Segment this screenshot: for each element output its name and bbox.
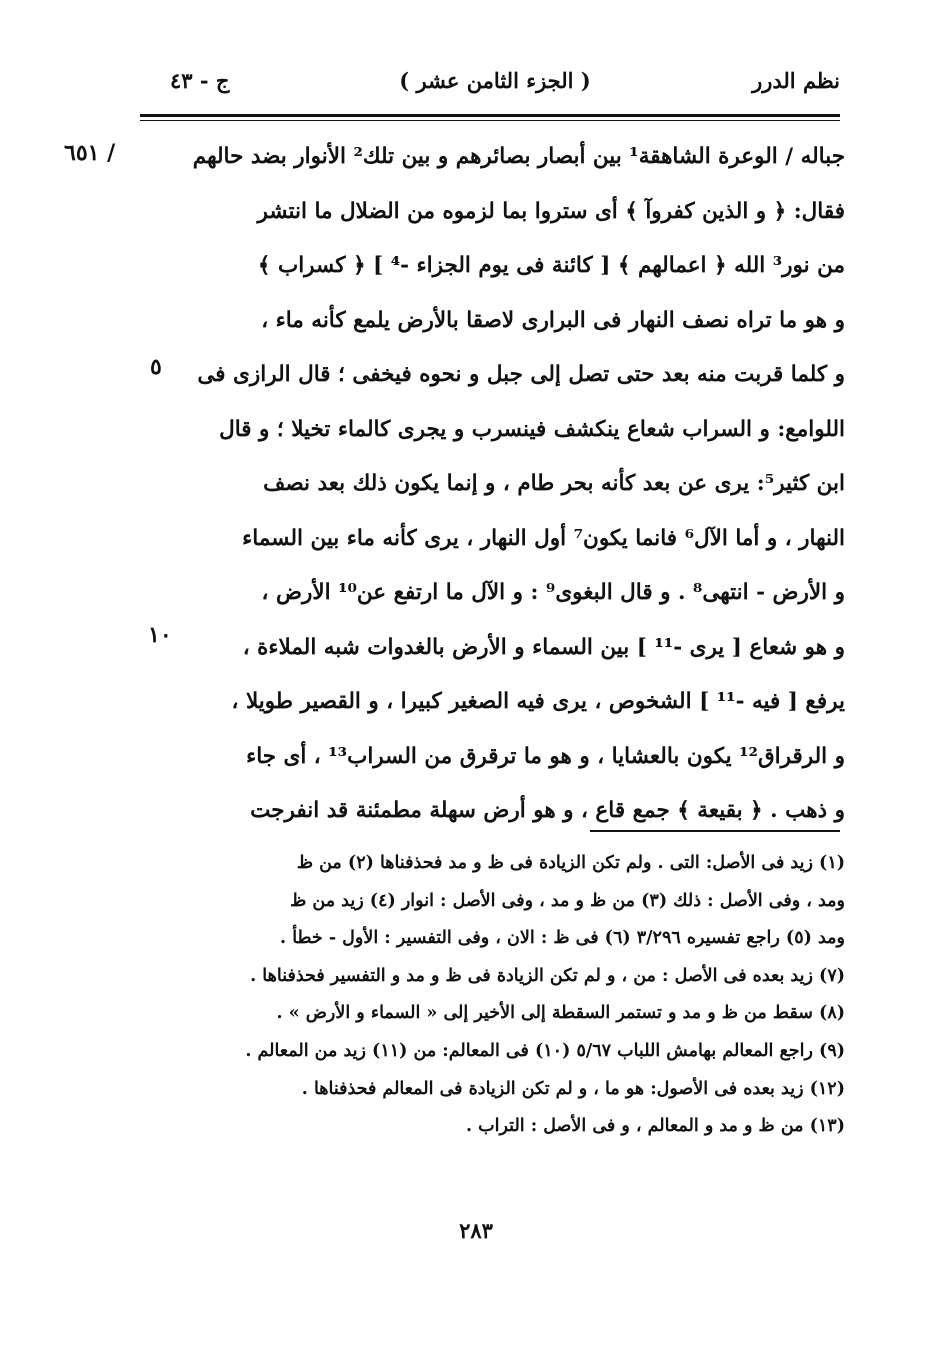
text-line: و الرقراق¹² يكون بالعشايا ، و هو ما ترقرق من السراب¹³ ، أى جاء [246, 743, 845, 769]
header-rule [140, 114, 840, 117]
text-line: اللوامع: و السراب شعاع ينكشف فينسرب و يجرى كالماء تخيلا ؛ و قال [219, 416, 845, 442]
line-number-5: ٥ [150, 354, 162, 380]
main-text [165, 130, 845, 839]
text-line: و هو شعاع [ يرى -¹¹ ] بين السماء و الأرض بالغدوات شبه الملاءة ، [242, 634, 845, 660]
footnote-line: (٨) سقط من ظ و مد و تستمر السقطة إلى الأخير إلى « السماء و الأرض » . [276, 1003, 845, 1024]
part-title: ( الجزء الثامن عشر ) [399, 68, 591, 93]
text-line: فقال: ﴿ و الذين كفروآ ﴾ أى ستروا بما لزموه من الضلال ما انتشر [257, 198, 845, 224]
text-line: النهار ، و أما الآل⁶ فانما يكون⁷ أول النهار ، يرى كأنه ماء بين السماء [242, 525, 845, 551]
footnote-separator [590, 830, 840, 832]
page-header [150, 58, 840, 108]
text-line: ابن كثير⁵: يرى عن بعد كأنه بحر طام ، و إنما يكون ذلك بعد نصف [263, 471, 845, 496]
book-title: نظم الدرر [752, 68, 840, 93]
text-line: يرفع [ فيه -¹¹ ] الشخوص ، يرى فيه الصغير كبيرا ، و القصير طويلا ، [231, 689, 845, 714]
footnotes [180, 845, 845, 1146]
text-line: جباله / الوعرة الشاهقة¹ بين أبصار بصائرهم و بين تلك² الأنوار بضد حالهم [192, 144, 845, 169]
text-line: و هو ما تراه نصف النهار فى البرارى لاصقا بالأرض يلمع كأنه ماء ، [261, 307, 845, 333]
chapter-reference: ج - ٤٣ [170, 68, 230, 93]
header-rule-thin [140, 120, 840, 121]
page-number: ٢٨٣ [459, 1218, 493, 1243]
text-line: و الأرض - انتهى⁸ . و قال البغوى⁹ : و الآل ما ارتفع عن¹⁰ الأرض ، [261, 580, 845, 605]
footnote-line: ومد (٥) راجع تفسيره ٣/٢٩٦ (٦) فى ظ : الان ، وفى التفسير : الأول - خطأ . [280, 928, 845, 949]
text-line: و ذهب . ﴿ بقيعة ﴾ جمع قاع ، و هو أرض سهلة مطمئنة قد انفرجت [250, 798, 845, 823]
footnote-line: ومد ، وفى الأصل : ذلك (٣) من ظ و مد ، وفى الأصل : انوار (٤) زيد من ظ [290, 890, 845, 911]
text-line: من نور³ الله ﴿ اعمالهم ﴾ [ كائنة فى يوم الجزاء -⁴ ] ﴿ كسراب ﴾ [257, 253, 845, 278]
folio-marker: / ٦٥١ [64, 140, 116, 166]
line-number-10: ١٠ [148, 622, 172, 648]
footnote-line: (١٣) من ظ و مد و المعالم ، و فى الأصل : التراب . [465, 1116, 845, 1137]
footnote-line: (١) زيد فى الأصل: التى . ولم تكن الزيادة فى ظ و مد فحذفناها (٢) من ظ [296, 853, 845, 873]
footnote-line: (٧) زيد بعده فى الأصل : من ، و لم تكن الزيادة فى ظ و مد و التفسير فحذفناها . [250, 965, 845, 986]
text-line: و كلما قربت منه بعد حتى تصل إلى جبل و نحوه فيخفى ؛ قال الرازى فى [197, 362, 845, 387]
footnote-line: (٩) راجع المعالم بهامش اللباب ٥/٦٧ (١٠) فى المعالم: من (١١) زيد من المعالم . [245, 1040, 845, 1061]
footnote-line: (١٢) زيد بعده فى الأصول: هو ما ، و لم تكن الزيادة فى المعالم فحذفناها . [301, 1078, 845, 1099]
